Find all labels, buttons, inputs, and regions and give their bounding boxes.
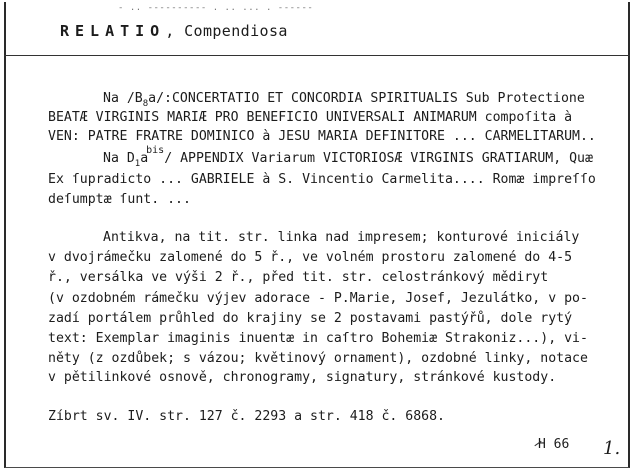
card-number: 1. [603,438,621,459]
entry-2-letter: a [140,151,149,166]
entry-1-title-start: a/:CONCERTATIO ET CONCORDIA SPIRITUALIS Sub Protectione [148,91,585,106]
heading-word: RELATIO [60,22,166,40]
entry-2-line-2: Ex ſupradicto ... GABRIELE à S. Vincentio Carmelita.... Romæ impreſſo [48,172,596,187]
description-line-3: ř., versálka ve výši 2 ř., před tit. str. celostránkový mědiryt [48,270,549,285]
heading-subtitle: , Compendiosa [165,22,288,40]
entry-2-line-3: deſumptæ ſunt. ... [48,192,191,207]
top-stamp-text: - .. ---------- . .. ... . ------ [118,3,314,13]
description-line-8: v pětilinkové osnově, chronogramy, signatury, stránkové kustody. [48,370,557,385]
description-line-5: zadí portálem průhled do krajiny se 2 postavami pastýřů, dole rytý [48,311,573,326]
description-line-2: v dvojrámečku zalomené do 5 ř., ve volném prostoru zalomené do 4-5 [48,250,573,265]
entry-1-line-2: BEATÆ VIRGINIS MARIÆ PRO BENEFICIO UNIVERSALI ANIMARUM compoſita à [48,110,573,125]
entry-2-title-start: / APPENDIX Variarum VICTORIOSÆ VIRGINIS GRATIARUM, Quæ [164,151,593,166]
heading-divider [4,55,630,56]
call-number: H 66 [538,437,570,452]
entry-1-line-1 [103,91,585,108]
card-heading [60,22,288,40]
bibliographic-reference: Zíbrt sv. IV. str. 127 č. 2293 a str. 418 č. 6868. [48,409,445,424]
entry-2-line-1 [103,145,593,169]
entry-2-superscript: bis [146,145,165,156]
entry-2-subscript: 1 [134,159,141,169]
entry-1-line-3: VEN: PATRE FRATRE DOMINICO à JESU MARIA DEFINITORE ... CARMELITARUM.. [48,129,596,144]
entry-1-subscript: 8 [142,99,149,109]
entry-1-prefix: Na /B [103,91,143,106]
entry-2-prefix: Na D [103,151,135,166]
description-line-4: (v ozdobném rámečku výjev adorace - P.Marie, Josef, Jezulátko, v po- [48,291,588,306]
description-line-6: text: Exemplar imaginis inuentæ in caſtro Bohemiæ Strakoniz...), vi- [48,331,588,346]
description-line-1: Antikva, na tit. str. linka nad impresem; konturové iniciály [103,230,580,245]
description-line-7: něty (z ozdůbek; s vázou; květinový ornament), ozdobné linky, notace [48,351,588,366]
